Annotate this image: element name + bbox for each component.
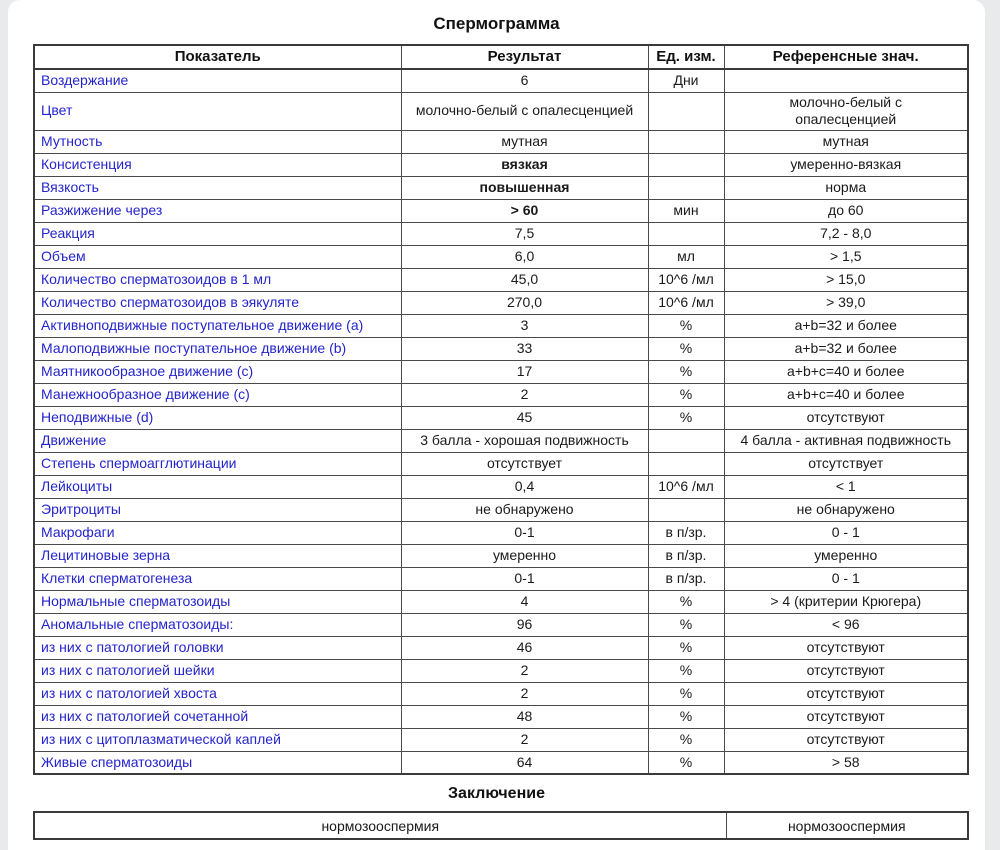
table-row	[34, 314, 968, 337]
table-row	[34, 291, 968, 314]
result-cell: 33	[401, 337, 648, 360]
unit-cell: мин	[648, 199, 724, 222]
unit-cell: мл	[648, 245, 724, 268]
reference-cell: отсутствуют	[724, 406, 968, 429]
result-cell: повышенная	[401, 176, 648, 199]
indicator-cell: Степень спермоагглютинации	[34, 452, 401, 475]
indicator-cell: Разжижение через	[34, 199, 401, 222]
indicator-cell: из них с цитоплазматической каплей	[34, 728, 401, 751]
table-row	[34, 222, 968, 245]
result-cell: 96	[401, 613, 648, 636]
table-row	[34, 682, 968, 705]
indicator-cell: Аномальные сперматозоиды:	[34, 613, 401, 636]
reference-cell: a+b+c=40 и более	[724, 360, 968, 383]
table-row	[34, 521, 968, 544]
reference-cell	[724, 69, 968, 92]
result-cell: 2	[401, 682, 648, 705]
reference-cell: < 96	[724, 613, 968, 636]
result-cell: умеренно	[401, 544, 648, 567]
unit-cell: в п/зр.	[648, 544, 724, 567]
table-header-row	[34, 45, 968, 69]
result-cell: 270,0	[401, 291, 648, 314]
table-row	[34, 268, 968, 291]
table-row	[34, 475, 968, 498]
unit-cell: %	[648, 751, 724, 774]
unit-cell	[648, 92, 724, 130]
report-page	[8, 0, 985, 850]
table-row	[34, 383, 968, 406]
indicator-cell: Вязкость	[34, 176, 401, 199]
unit-cell: 10^6 /мл	[648, 475, 724, 498]
indicator-cell: Движение	[34, 429, 401, 452]
reference-cell: норма	[724, 176, 968, 199]
unit-cell	[648, 130, 724, 153]
result-cell: не обнаружено	[401, 498, 648, 521]
indicator-cell: Лецитиновые зерна	[34, 544, 401, 567]
table-row	[34, 153, 968, 176]
reference-cell: мутная	[724, 130, 968, 153]
table-row	[34, 245, 968, 268]
conclusion-reference-cell: нормозооспермия	[726, 812, 968, 839]
indicator-cell: Лейкоциты	[34, 475, 401, 498]
reference-cell: не обнаружено	[724, 498, 968, 521]
result-cell: 6	[401, 69, 648, 92]
indicator-cell: Количество сперматозоидов в эякуляте	[34, 291, 401, 314]
page-title: Спермограмма	[433, 14, 560, 33]
unit-cell: %	[648, 728, 724, 751]
unit-cell: %	[648, 636, 724, 659]
table-row	[34, 659, 968, 682]
reference-cell: > 58	[724, 751, 968, 774]
result-cell: 45	[401, 406, 648, 429]
table-row	[34, 613, 968, 636]
result-cell: 64	[401, 751, 648, 774]
table-row	[34, 751, 968, 774]
conclusion-result-cell: нормозооспермия	[34, 812, 726, 839]
table-row	[34, 176, 968, 199]
table-row	[34, 92, 968, 130]
result-cell: 45,0	[401, 268, 648, 291]
unit-cell: %	[648, 659, 724, 682]
result-cell: 4	[401, 590, 648, 613]
table-row	[34, 199, 968, 222]
reference-cell: молочно-белый с опалесценцией	[724, 92, 968, 130]
result-cell: 6,0	[401, 245, 648, 268]
indicator-cell: Неподвижные (d)	[34, 406, 401, 429]
result-cell: 3	[401, 314, 648, 337]
result-cell: отсутствует	[401, 452, 648, 475]
indicator-cell: Клетки сперматогенеза	[34, 567, 401, 590]
result-cell: 3 балла - хорошая подвижность	[401, 429, 648, 452]
reference-cell: умеренно-вязкая	[724, 153, 968, 176]
indicator-cell: Воздержание	[34, 69, 401, 92]
result-cell: > 60	[401, 199, 648, 222]
indicator-cell: Активноподвижные поступательное движение (a)	[34, 314, 401, 337]
table-row	[34, 452, 968, 475]
unit-cell	[648, 452, 724, 475]
table-row	[34, 360, 968, 383]
unit-cell: в п/зр.	[648, 521, 724, 544]
result-cell: 0-1	[401, 521, 648, 544]
table-row	[34, 406, 968, 429]
indicator-cell: из них с патологией хвоста	[34, 682, 401, 705]
reference-cell: > 1,5	[724, 245, 968, 268]
table-row	[34, 636, 968, 659]
unit-cell: %	[648, 590, 724, 613]
unit-cell	[648, 176, 724, 199]
reference-cell: a+b+c=40 и более	[724, 383, 968, 406]
reference-cell: 0 - 1	[724, 521, 968, 544]
column-header-reference: Референсные знач.	[724, 45, 968, 69]
result-cell: 2	[401, 728, 648, 751]
unit-cell	[648, 153, 724, 176]
column-header-unit: Ед. изм.	[648, 45, 724, 69]
indicator-cell: Количество сперматозоидов в 1 мл	[34, 268, 401, 291]
table-row	[34, 728, 968, 751]
indicator-cell: Малоподвижные поступательное движение (b)	[34, 337, 401, 360]
unit-cell: %	[648, 314, 724, 337]
indicator-cell: Живые сперматозоиды	[34, 751, 401, 774]
table-row	[34, 567, 968, 590]
result-cell: 7,5	[401, 222, 648, 245]
result-cell: 46	[401, 636, 648, 659]
indicator-cell: Консистенция	[34, 153, 401, 176]
unit-cell: %	[648, 613, 724, 636]
column-header-indicator: Показатель	[34, 45, 401, 69]
reference-cell: > 15,0	[724, 268, 968, 291]
indicator-cell: Цвет	[34, 92, 401, 130]
reference-cell: отсутствуют	[724, 636, 968, 659]
results-table	[33, 44, 969, 775]
table-row	[34, 705, 968, 728]
reference-cell: умеренно	[724, 544, 968, 567]
table-row	[34, 130, 968, 153]
table-row	[34, 429, 968, 452]
result-cell: мутная	[401, 130, 648, 153]
unit-cell: %	[648, 682, 724, 705]
unit-cell: в п/зр.	[648, 567, 724, 590]
indicator-cell: Манежнообразное движение (c)	[34, 383, 401, 406]
reference-cell: отсутствуют	[724, 728, 968, 751]
unit-cell: %	[648, 360, 724, 383]
table-row	[34, 498, 968, 521]
unit-cell	[648, 222, 724, 245]
reference-cell: отсутствуют	[724, 705, 968, 728]
result-cell: 2	[401, 659, 648, 682]
reference-cell: > 39,0	[724, 291, 968, 314]
result-cell: 17	[401, 360, 648, 383]
result-cell: 48	[401, 705, 648, 728]
indicator-cell: Эритроциты	[34, 498, 401, 521]
unit-cell: %	[648, 383, 724, 406]
unit-cell: 10^6 /мл	[648, 291, 724, 314]
result-cell: 0,4	[401, 475, 648, 498]
indicator-cell: из них с патологией шейки	[34, 659, 401, 682]
reference-cell: < 1	[724, 475, 968, 498]
reference-cell: до 60	[724, 199, 968, 222]
reference-cell: 0 - 1	[724, 567, 968, 590]
reference-cell: отсутствуют	[724, 659, 968, 682]
unit-cell: 10^6 /мл	[648, 268, 724, 291]
reference-cell: a+b=32 и более	[724, 314, 968, 337]
unit-cell: %	[648, 337, 724, 360]
indicator-cell: из них с патологией сочетанной	[34, 705, 401, 728]
conclusion-heading: Заключение	[448, 785, 545, 802]
conclusion-row	[34, 812, 968, 839]
conclusion-table	[33, 811, 969, 840]
column-header-result: Результат	[401, 45, 648, 69]
indicator-cell: из них с патологией головки	[34, 636, 401, 659]
indicator-cell: Макрофаги	[34, 521, 401, 544]
indicator-cell: Мутность	[34, 130, 401, 153]
result-cell: вязкая	[401, 153, 648, 176]
result-cell: 2	[401, 383, 648, 406]
indicator-cell: Объем	[34, 245, 401, 268]
result-cell: 0-1	[401, 567, 648, 590]
unit-cell: %	[648, 705, 724, 728]
table-row	[34, 590, 968, 613]
reference-cell: > 4 (критерии Крюгера)	[724, 590, 968, 613]
table-row	[34, 544, 968, 567]
result-cell: молочно-белый с опалесценцией	[401, 92, 648, 130]
table-row	[34, 337, 968, 360]
indicator-cell: Реакция	[34, 222, 401, 245]
indicator-cell: Нормальные сперматозоиды	[34, 590, 401, 613]
unit-cell: %	[648, 406, 724, 429]
reference-cell: 7,2 - 8,0	[724, 222, 968, 245]
unit-cell	[648, 498, 724, 521]
indicator-cell: Маятникообразное движение (c)	[34, 360, 401, 383]
reference-cell: отсутствуют	[724, 682, 968, 705]
unit-cell: Дни	[648, 69, 724, 92]
reference-cell: a+b=32 и более	[724, 337, 968, 360]
reference-cell: 4 балла - активная подвижность	[724, 429, 968, 452]
unit-cell	[648, 429, 724, 452]
table-row	[34, 69, 968, 92]
reference-cell: отсутствует	[724, 452, 968, 475]
